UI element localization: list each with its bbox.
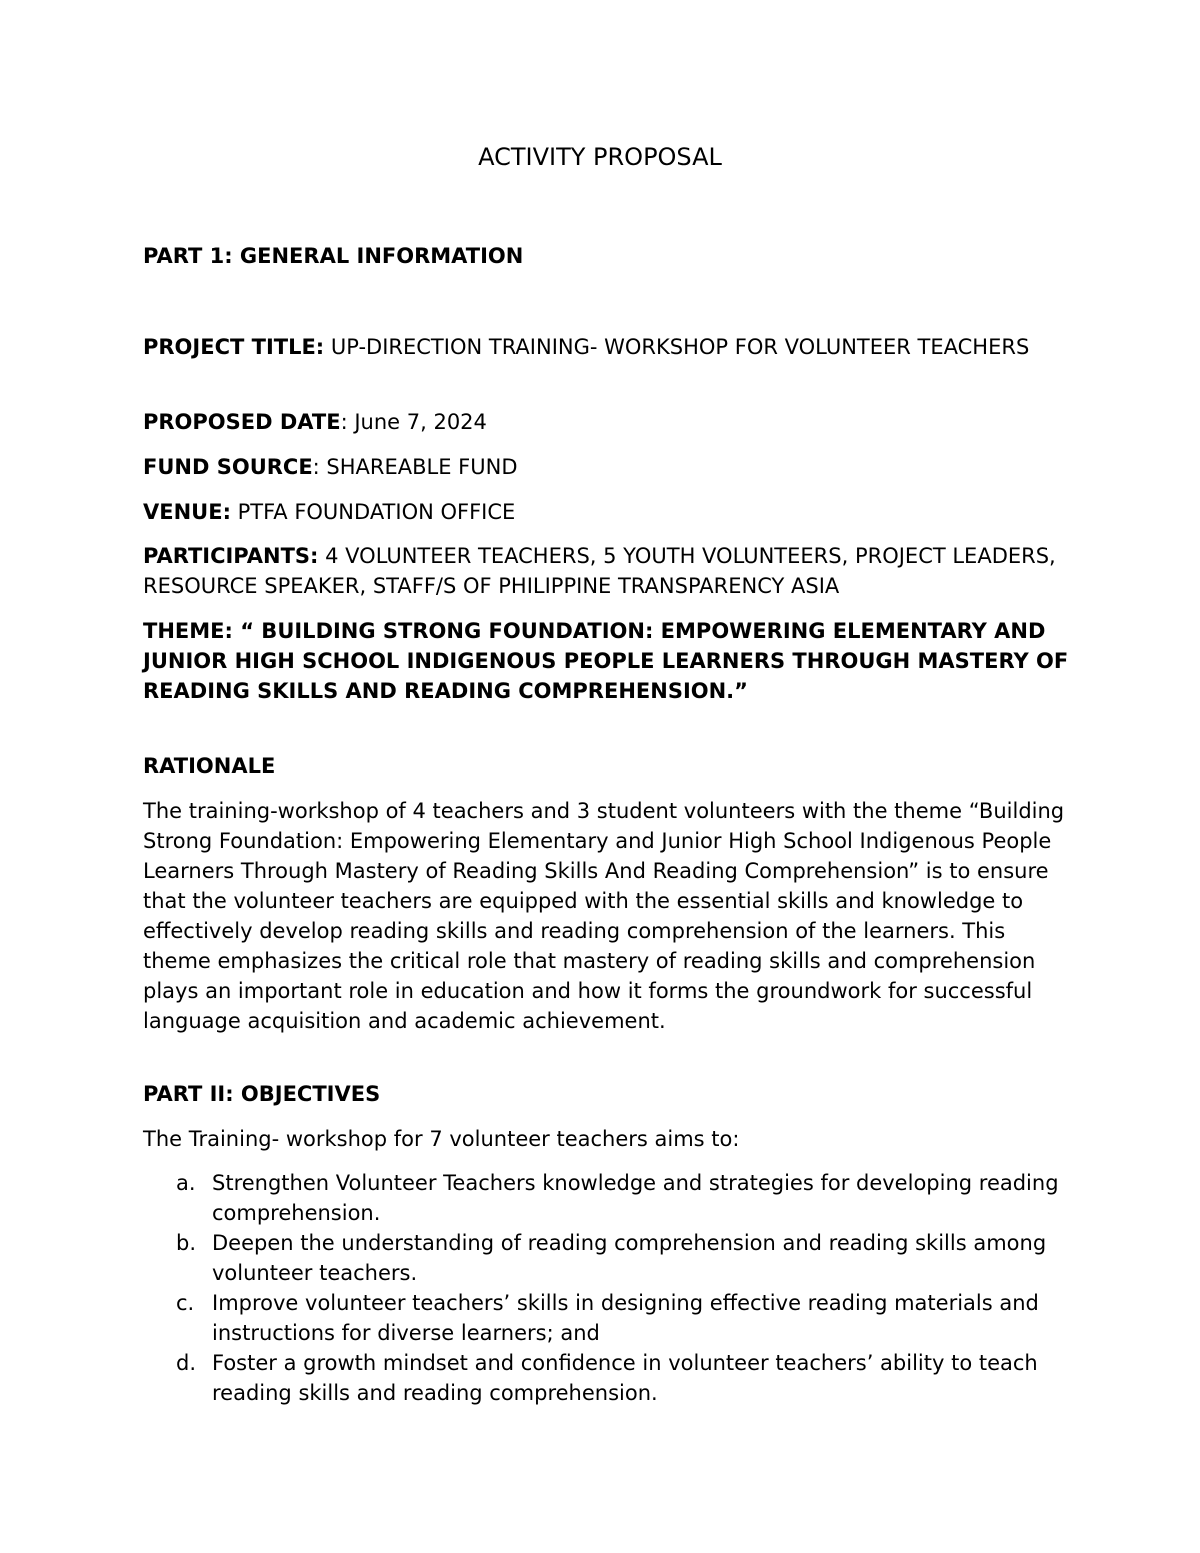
objective-item — [143, 1168, 1073, 1228]
proposed-date-value: : June 7, 2024 — [340, 410, 487, 434]
list-marker: d. — [176, 1351, 197, 1375]
venue-value: PTFA FOUNDATION OFFICE — [230, 500, 516, 524]
participants-label: PARTICIPANTS: — [143, 544, 319, 568]
part2-heading: PART II: OBJECTIVES — [143, 1082, 381, 1106]
list-marker: a. — [176, 1171, 196, 1195]
rationale-paragraph: The training-workshop of 4 teachers and 3 student volunteers with the theme “Building Strong Foundation: Empowering Elementary and Junior High School Indigenous People Learners Through Mastery of Reading Skills And Reading Comprehension” is to ensure that the volunteer teachers are equipped with the essential skills and knowledge to effectively develop reading skills and reading comprehension of the learners. This theme emphasizes the critical role that mastery of reading skills and comprehension plays an important role in education and how it forms the groundwork for successful language acquisition and academic achievement. — [143, 799, 1065, 1033]
participants-value: 4 VOLUNTEER TEACHERS, 5 YOUTH VOLUNTEERS, PROJECT LEADERS, RESOURCE SPEAKER, STAFF/S OF PHILIPPINE TRANSPARENCY ASIA — [143, 544, 1056, 598]
objectives-intro: The Training- workshop for 7 volunteer teachers aims to: — [143, 1127, 740, 1151]
objective-text: Strengthen Volunteer Teachers knowledge and strategies for developing reading comprehension. — [212, 1171, 1059, 1225]
objective-text: Deepen the understanding of reading comprehension and reading skills among volunteer teachers. — [212, 1231, 1047, 1285]
objective-text: Foster a growth mindset and confidence in volunteer teachers’ ability to teach reading skills and reading comprehension. — [212, 1351, 1038, 1405]
objective-text: Improve volunteer teachers’ skills in designing effective reading materials and instructions for diverse learners; and — [212, 1291, 1039, 1345]
venue-field — [143, 497, 1073, 527]
project-title-value: UP-DIRECTION TRAINING- WORKSHOP FOR VOLUNTEER TEACHERS — [324, 335, 1030, 359]
list-marker: c. — [176, 1291, 195, 1315]
list-marker: b. — [176, 1231, 197, 1255]
project-title-field — [143, 332, 1073, 362]
rationale-heading: RATIONALE — [143, 754, 276, 778]
venue-label: VENUE: — [143, 500, 231, 524]
fund-source-value: : SHAREABLE FUND — [312, 455, 518, 479]
fund-source-field — [143, 452, 1073, 482]
participants-field — [143, 541, 1073, 601]
objective-item — [143, 1288, 1073, 1348]
proposed-date-label: PROPOSED DATE — [143, 410, 341, 434]
objectives-list — [143, 1168, 1073, 1408]
project-title-label: PROJECT TITLE: — [143, 335, 325, 359]
part1-heading: PART 1: GENERAL INFORMATION — [143, 244, 524, 268]
theme-statement: THEME: “ BUILDING STRONG FOUNDATION: EMPOWERING ELEMENTARY AND JUNIOR HIGH SCHOOL INDIGENOUS PEOPLE LEARNERS THROUGH MASTERY OF READING SKILLS AND READING COMPREHENSION.” — [143, 619, 1069, 703]
fund-source-label: FUND SOURCE — [143, 455, 313, 479]
objective-item — [143, 1228, 1073, 1288]
document-title: ACTIVITY PROPOSAL — [478, 143, 722, 171]
objective-item — [143, 1348, 1073, 1408]
proposed-date-field — [143, 407, 1073, 437]
